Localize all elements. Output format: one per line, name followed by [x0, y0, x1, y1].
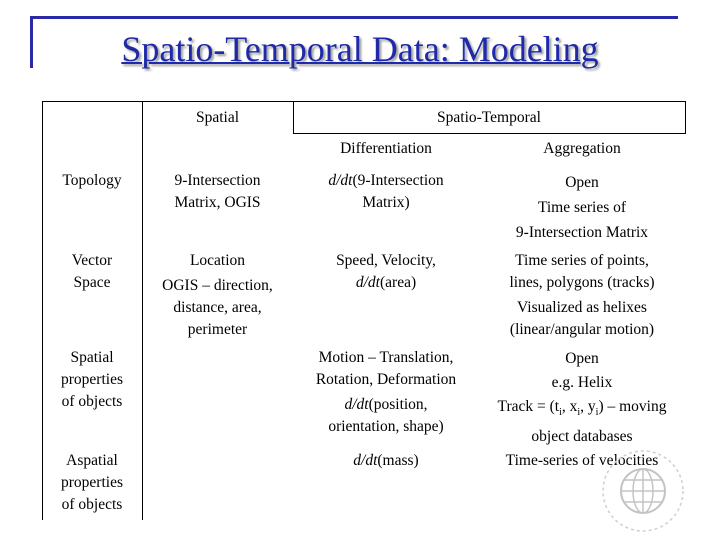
row-aspatial-properties-aggregation: Time-series of velocities — [505, 452, 659, 469]
header-top-line — [42, 101, 686, 102]
row-aspatial-properties-label: Aspatial properties of objects — [61, 452, 123, 513]
frame-top-border — [30, 16, 678, 19]
globe-seal-icon — [597, 447, 689, 535]
header-spatio-temporal: Spatio-Temporal — [437, 109, 541, 126]
row-spatial-properties-label: Spatial properties of objects — [61, 349, 123, 410]
row-topology-spatial: 9-Intersection Matrix, OGIS — [174, 172, 261, 211]
row-vector-space-spatial: Location OGIS – direction, distance, area, perimeter — [162, 252, 273, 338]
row-topology-aggregation: Open Time series of 9-Intersection Matrix — [515, 174, 649, 241]
header-differentiation: Differentiation — [340, 140, 432, 157]
row-topology-label: Topology — [62, 172, 122, 189]
row-spatial-properties-differentiation: Motion – Translation, Rotation, Deformation d/dt(position, orientation, shape) — [315, 349, 457, 435]
spatio-temporal-divider — [293, 133, 686, 134]
row-vector-space-aggregation: Time series of points, lines, polygons (tracks) Visualized as helixes (linear/angular motion) — [509, 252, 655, 338]
row-topology-differentiation: d/dt(9-Intersection Matrix) — [328, 172, 444, 211]
row-vector-space-differentiation: Speed, Velocity, d/dt(area) — [336, 252, 436, 291]
row-vector-space-label: Vector Space — [71, 252, 113, 291]
row-aspatial-properties-differentiation: d/dt(mass) — [353, 452, 419, 469]
table-right-line — [685, 101, 686, 133]
slide-title: Spatio-Temporal Data: Modeling — [121, 29, 599, 69]
header-spatial: Spatial — [195, 109, 240, 126]
row-spatial-properties-aggregation: Open e.g. Helix Track = ($t_i$, $x_i$, $y_i$) – moving object databases — [497, 350, 667, 446]
header-aggregation: Aggregation — [543, 140, 621, 157]
